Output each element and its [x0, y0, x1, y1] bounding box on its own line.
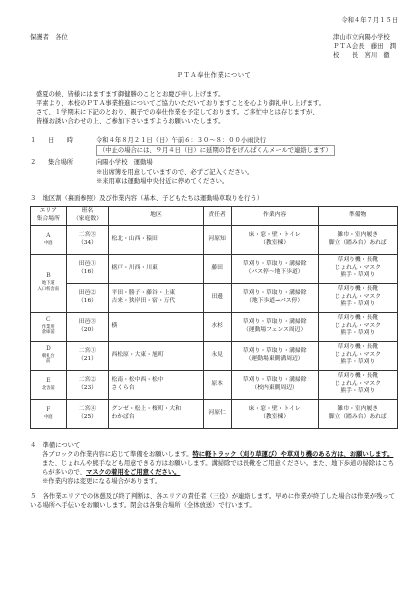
table-row — [31, 341, 398, 370]
leader-cell: 河原知 — [203, 225, 231, 254]
area-meeting-place: 中庭 — [43, 414, 53, 420]
task-cell: 床・窓・壁・トイレ （教室棟） — [231, 225, 318, 254]
group-cell: 二宮① （21） — [66, 341, 109, 370]
prep-text-rest: また、じょれんや熊手なども用意できる方はお願いします。溝掃除では長靴をご用意ください。また、地下歩道の掃除はこちらが多いので、 — [42, 459, 395, 476]
table-row — [31, 254, 398, 283]
area-meeting-place: 作業用 倉庫前 — [41, 324, 55, 336]
detail-number: １ — [30, 137, 37, 145]
sender-school: 津山市立向陽小学校 — [333, 34, 390, 42]
group-cell: 田邑② （16） — [66, 283, 109, 312]
group-cell: 二宮② （23） — [66, 370, 109, 399]
detail-place — [30, 158, 398, 185]
column-header: 班名 （家庭数） — [66, 206, 109, 225]
district-cell: 栃戸・川西・川東 — [109, 254, 203, 283]
detail-datetime: 令和４年８月２１日（日）午前６：３０～８：００小雨決行 — [96, 137, 267, 145]
district-cell: 松北・山西・猿田 — [109, 225, 203, 254]
leader-cell: 永見 — [203, 341, 231, 370]
prep-cell: 草刈り機・長靴 じょれん・マスク 熊手・草刈り — [318, 254, 398, 283]
detail-note: ※出席簿を用意していますので、必ずご記入ください。 — [96, 168, 254, 176]
detail-location: 向陽小学校 運動場 — [96, 159, 153, 167]
detail-date — [30, 136, 398, 156]
prep-cell: 草刈り機・長靴 じょれん・マスク 熊手・草刈り — [318, 341, 398, 370]
prep-cell: 草刈り機・長靴 じょれん・マスク 熊手・草刈り — [318, 312, 398, 341]
area-table — [30, 206, 398, 429]
district-cell: 平田・勝子・藤谷・上東 吉来・狭岸田・宿・万代 — [109, 283, 203, 312]
detail-heading: 集合場所 — [48, 159, 74, 167]
area-cell: Ａ 中庭 — [31, 225, 67, 254]
leader-cell: 田邊 — [203, 283, 231, 312]
area-meeting-place: 地下道 入口校舎南 — [37, 281, 60, 292]
prep-text: 各ブロックの作業内容に応じて準備をお願いします。 — [42, 450, 193, 458]
sender-pta: ＰＴＡ会長 藤田 潤 — [333, 43, 396, 51]
notes-section — [30, 441, 398, 511]
prep-change-note: ※作業内容は変更になる場合があります。 — [42, 478, 162, 485]
group-cell: 田邑③ （20） — [66, 312, 109, 341]
prep-cell: 草刈り機・長靴 じょれん・マスク 熊手・草刈り — [318, 370, 398, 399]
area-meeting-place: 朝礼台 前 — [41, 353, 55, 365]
sender-block — [333, 33, 396, 60]
table-row — [31, 370, 398, 399]
district-cell: 松南・松中西・松中 さくら台 — [109, 370, 203, 399]
column-header: 地区 — [109, 206, 203, 225]
column-header: 準備物 — [318, 206, 398, 225]
column-header: エリア 集合場所 — [31, 206, 67, 225]
closing-note: ５ 各作業エリアでの休憩及び終了判断は、各エリアの責任者（三役）が連絡します。早めに作業が終了した場合は作業が残っている場所へ手伝いをお願いします。閉会は各集合場所（全体放送）で行います。 — [30, 493, 395, 510]
area-cell: Ｃ 作業用 倉庫前 — [31, 312, 67, 341]
column-header: 作業内容 — [231, 206, 318, 225]
addressee: 保護者 各位 — [30, 34, 68, 42]
greeting-line: 平素より、本校のＰＴＡ事業推進についてご協力いただいておりますことを心より御礼申し上げます。 — [36, 99, 326, 107]
task-cell: 草刈り・草取り・溝掃除 （地下歩道→バス停） — [231, 283, 318, 312]
task-cell: 草刈り・草取り・溝掃除 （運動場フェンス周辺） — [231, 312, 318, 341]
task-cell: 草刈り・草取り・溝掃除 （運動場東側溝周辺） — [231, 341, 318, 370]
area-cell: Ｆ 中庭 — [31, 399, 67, 428]
prep-emphasis: 特に軽トラック（刈り草運び）や草刈り機のある方は、お願いします。 — [192, 450, 394, 458]
issue-date: 令和４年７月１５日 — [341, 17, 398, 24]
section-heading: ３ 地区割（裏面参照）及び作業内容（基本、子どもたちは運動場草取りを行う） — [30, 194, 263, 202]
detail-note: ※来用車は運動場中央付近に停めてください。 — [96, 177, 229, 185]
table-row — [31, 312, 398, 341]
prep-body — [30, 450, 398, 477]
district-cell: グンゼ・松上・桜町・大和 わかば台 — [109, 399, 203, 428]
address-row — [30, 33, 398, 60]
group-cell: 二宮④ （25） — [66, 399, 109, 428]
leader-cell: 原本 — [203, 370, 231, 399]
mask-emphasis: マスクの着用をご用意ください。 — [85, 468, 181, 476]
area-meeting-place: 北舎前 — [41, 385, 55, 391]
table-header-row — [31, 206, 398, 225]
group-cell: 二宮③ （34） — [66, 225, 109, 254]
event-details — [30, 136, 398, 186]
area-cell: Ｂ 地下道 入口校舎南 — [31, 254, 67, 312]
area-meeting-place: 中庭 — [43, 240, 53, 246]
district-cell: 横 — [109, 312, 203, 341]
table-row — [31, 225, 398, 254]
task-cell: 草刈り・草取り・溝掃除 （校内東側周辺） — [231, 370, 318, 399]
leader-cell: 河原仁 — [203, 399, 231, 428]
greeting-line: 皆様お誘い合わせの上、ご参加下さいますようお願いいたします。 — [36, 118, 225, 125]
postpone-note: （中止の場合には、９月４日（日）に延期の旨をげんぱくんメールで連絡します） — [96, 145, 335, 156]
prep-heading: ４ 準備について — [30, 441, 81, 449]
document-title: ＰＴＡ奉仕作業について — [176, 71, 252, 79]
prep-cell: 草刈り機・長靴 じょれん・マスク 熊手・草刈り — [318, 283, 398, 312]
district-cell: 西松原・大東・旭町 — [109, 341, 203, 370]
greeting-line: 盛夏の候、皆様にはますます御健勝のこととお慶び申し上げます。 — [36, 90, 225, 98]
prep-cell: 雑巾・室内履き 脚立（踏み台）あれば — [318, 399, 398, 428]
task-cell: 草刈り・草取り・溝掃除 （バス停～地下歩道） — [231, 254, 318, 283]
detail-heading: 日 時 — [48, 137, 74, 145]
table-row — [31, 399, 398, 428]
greeting — [30, 90, 398, 127]
area-cell: Ｅ 北舎前 — [31, 370, 67, 399]
leader-cell: 水杉 — [203, 312, 231, 341]
leader-cell: 藤田 — [203, 254, 231, 283]
group-cell: 田邑① （16） — [66, 254, 109, 283]
detail-number: ２ — [30, 159, 37, 167]
area-cell: Ｄ 朝礼台 前 — [31, 341, 67, 370]
greeting-line: さて、１学期末に下記のとおり、親子での奉仕作業を予定しております。ご多忙中とは存じますが、 — [36, 108, 319, 116]
table-row — [31, 283, 398, 312]
sender-principal: 校 長 宮川 徹 — [333, 52, 390, 60]
task-cell: 床・窓・壁・トイレ （教室棟） — [231, 399, 318, 428]
column-header: 責任者 — [203, 206, 231, 225]
prep-cell: 雑巾・室内履き 脚立（踏み台）あれば — [318, 225, 398, 254]
